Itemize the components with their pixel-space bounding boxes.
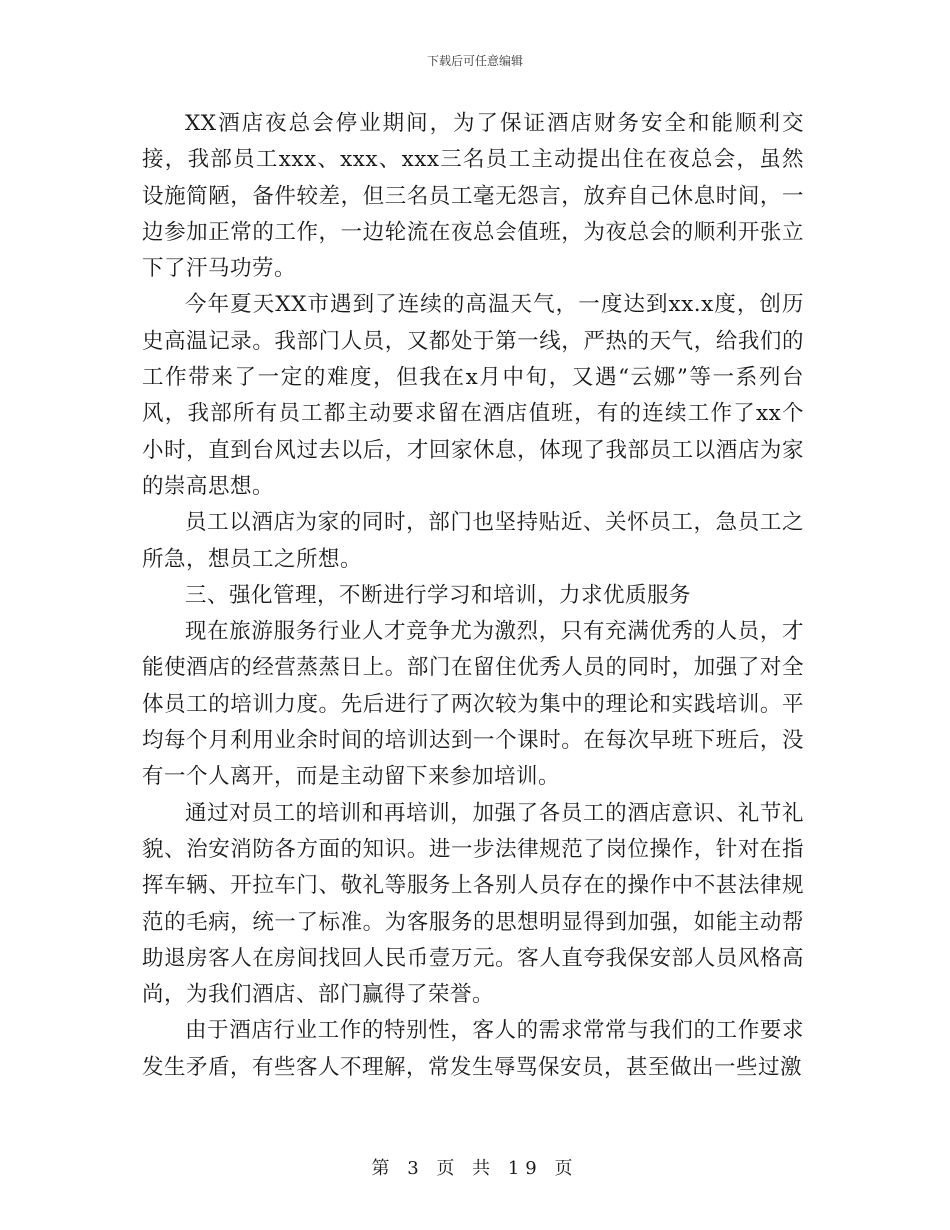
document-body (142, 106, 804, 1086)
paragraph: XX酒店夜总会停业期间，为了保证酒店财务安全和能顺利交接，我部员工xxx、xxx、xxx三名员工主动提出住在夜总会，虽然设施简陋，备件较差，但三名员工毫无怨言，放弃自己休息时间，一边参加正常的工作，一边轮流在夜总会值班，为夜总会的顺利开张立下了汗马功劳。 (142, 111, 804, 282)
paragraph: 由于酒店行业工作的特别性，客人的需求常常与我们的工作要求发生矛盾，有些客人不理解，常发生辱骂保安员，甚至做出一些过激 (142, 1018, 804, 1080)
paragraph: 通过对员工的培训和再培训，加强了各员工的酒店意识、礼节礼貌、治安消防各方面的知识。进一步法律规范了岗位操作，针对在指挥车辆、开拉车门、敬礼等服务上各别人员存在的操作中不甚法律规范的毛病，统一了标准。为客服务的思想明显得到加强，如能主动帮助退房客人在房间找回人民币壹万元。客人直夸我保安部人员风格高尚，为我们酒店、部门赢得了荣誉。 (142, 800, 804, 1008)
paragraph: 今年夏天XX市遇到了连续的高温天气，一度达到xx.x度，创历史高温记录。我部门人员，又都处于第一线，严热的天气，给我们的工作带来了一定的难度，但我在x月中旬，又遇“云娜”等一系列台风，我部所有员工都主动要求留在酒店值班，有的连续工作了xx个小时，直到台风过去以后，才回家休息，体现了我部员工以酒店为家的崇高思想。 (142, 292, 804, 499)
page-header: 下载后可任意编辑 (426, 54, 523, 68)
page-number: 第 3 页 共 19 页 (371, 1158, 579, 1179)
paragraph: 员工以酒店为家的同时，部门也坚持贴近、关怀员工，急员工之所急，想员工之所想。 (142, 510, 804, 572)
section-heading: 三、强化管理，不断进行学习和培训，力求优质服务 (185, 582, 692, 608)
paragraph: 现在旅游服务行业人才竞争尤为激烈，只有充满优秀的人员，才能使酒店的经营蒸蒸日上。部门在留住优秀人员的同时，加强了对全体员工的培训力度。先后进行了两次较为集中的理论和实践培训。平均每个月利用业余时间的培训达到一个课时。在每次早班下班后，没有一个人离开，而是主动留下来参加培训。 (142, 619, 804, 790)
